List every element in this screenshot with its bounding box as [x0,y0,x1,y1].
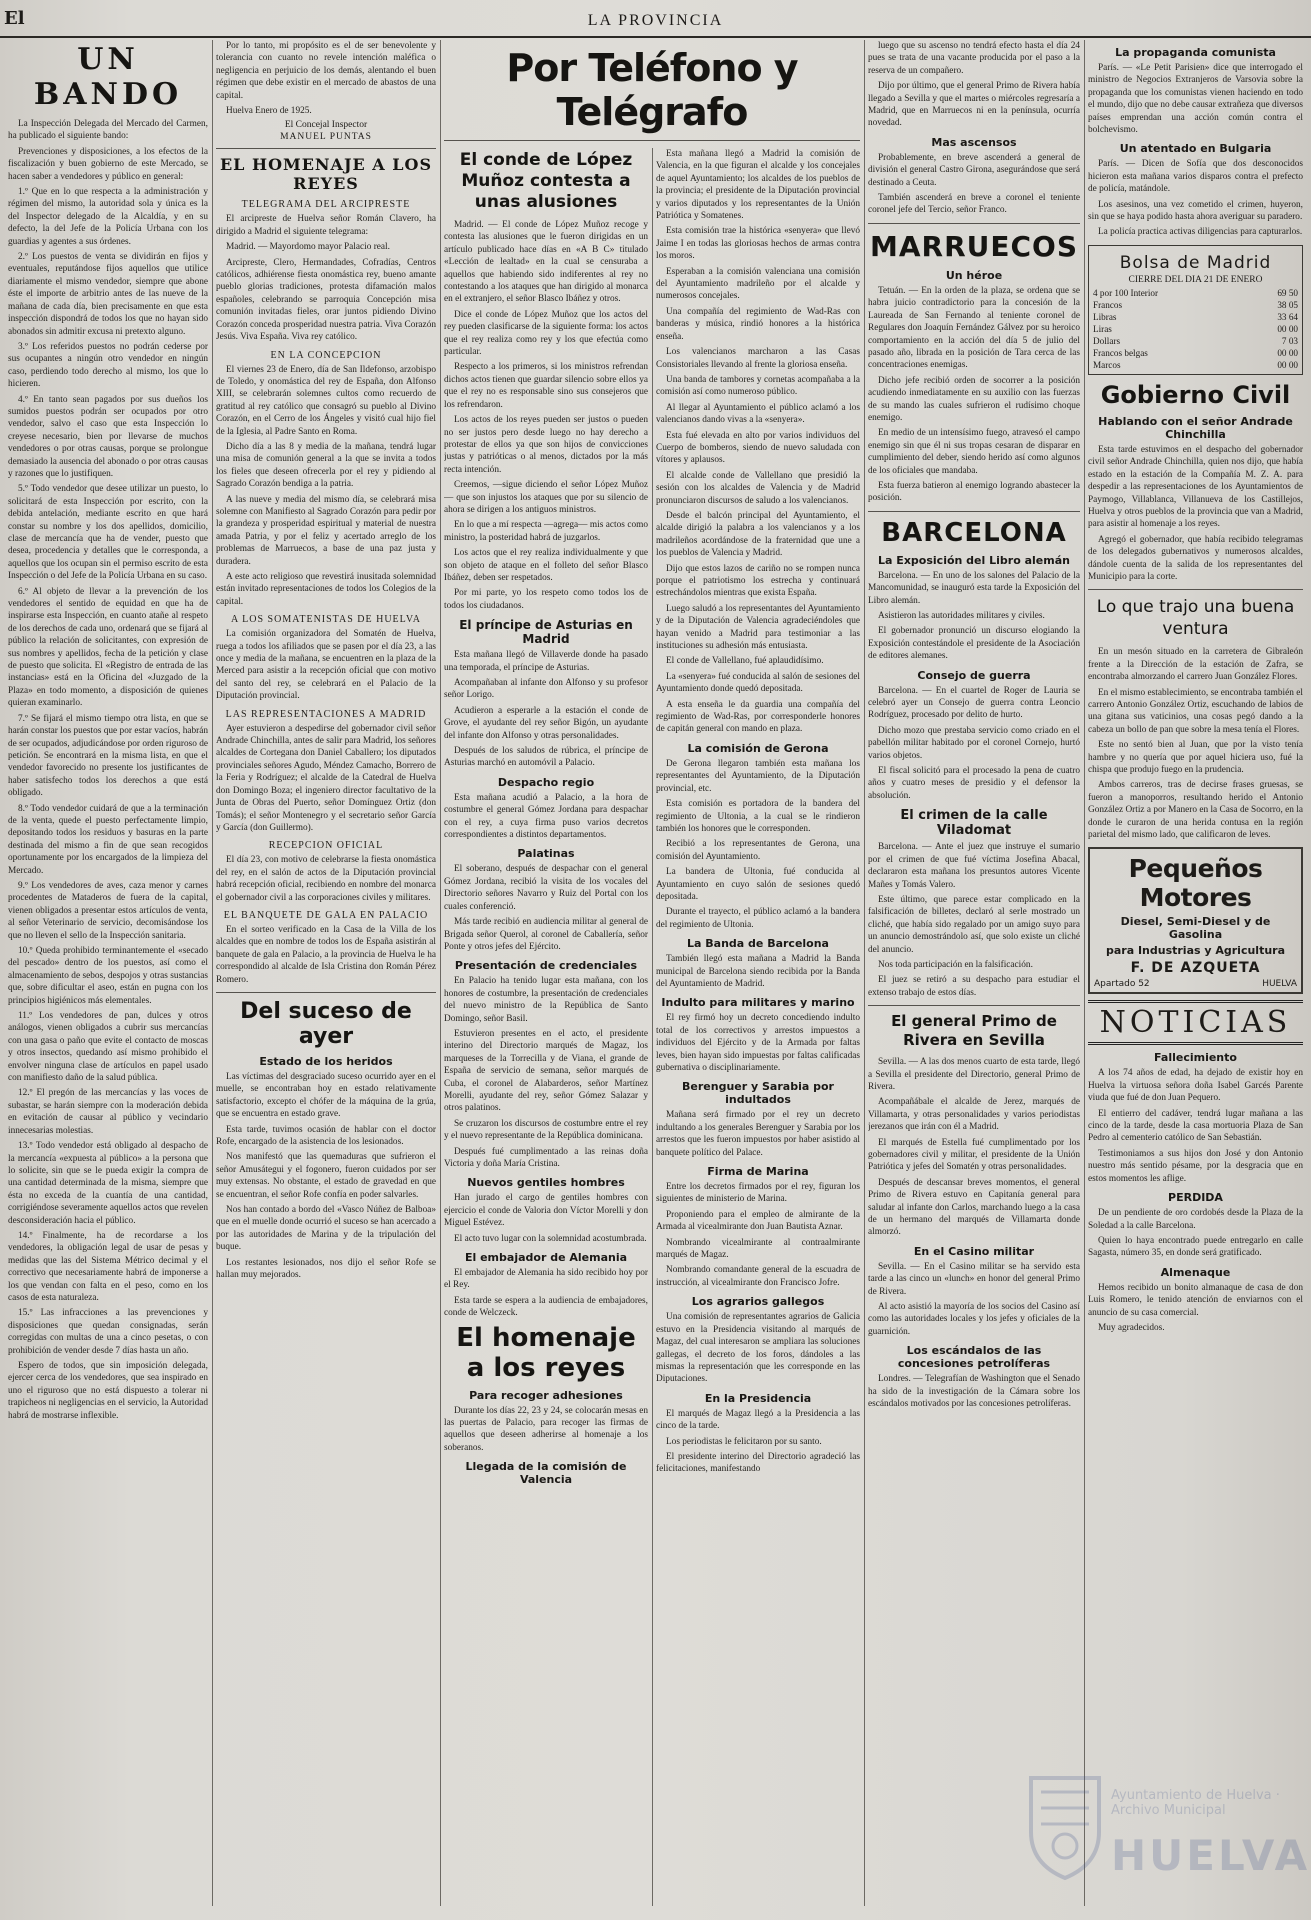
paragraph: Una compañía del regimiento de Wad-Ras con banderas y música, rindió honores a la histórica enseña. [656,306,860,342]
paragraph: De un pendiente de oro cordobés desde la Plaza de la Soledad a la calle Barcelona. [1088,1208,1303,1231]
article-title: El embajador de Alemania [464,1251,628,1265]
paragraph: París. — «Le Petit Parisien» dice que interrogado el ministro de Negocios Extranjeros de Varsovia sobre la propaganda que los comunistas vienen haciendo en todo el mundo, dijo que no debe causar extrañeza que diversos países emprendan una acción común contra el bolchevismo. [1088,63,1303,136]
paragraph: 9.º Los vendedores de aves, caza menor y carnes procedentes de Mataderos de fuera de la capital, vienen obligados a presentar estos artículos de venta, al señor Veterinario de servicio, decomisándose los que no lleven el sello de la Inspección sanitaria. [8,880,208,941]
article-body [656,1012,860,1074]
somatenes-body [216,628,436,702]
article-title: Firma de Marina [707,1165,809,1179]
paragraph: La bandera de Ultonia, fué conducida al Ayuntamiento en cuyo salón de sesiones quedó depositada. [656,867,860,902]
paragraph: 7.º Se fijará el mismo tiempo otra lista, en que se harán constar los puestos que por estar vacíos, habrán de ser ocupados, adjudicándose por orden riguroso de petición. Se encontrará en la misma lista, en que el vendedor favorecido no presente los justificantes de haber satisfecho todos los derechos a que está obligado. [8,713,208,799]
paragraph: Proponiendo para el empleo de almirante de la Armada al vicealmirante don Juan Bautista Aznar. [656,1209,860,1233]
paragraph: 15.º Las infracciones a las prevenciones y disposiciones que quedan consignadas, serán corregidas con multas de una a cinco pesetas, o con prohibición de vender desde 7 días hasta un año. [8,1308,208,1356]
gobierno-title: Gobierno Civil [1100,380,1291,409]
telegrama-body [216,213,436,343]
recepcion-body [216,854,436,904]
paragraph: Después fué cumplimentado a las reinas doña Victoria y doña María Cristina. [444,1146,648,1169]
paragraph: Los valencianos marcharon a las Casas Consistoriales llevando al frente la gloriosa enseña. [656,347,860,370]
running-head [0,6,1311,38]
paragraph: Esperaban a la comisión valenciana una comisión del Ayuntamiento madrileño por el alcalde y numerosos concejales. [656,266,860,302]
paragraph: En medio de un intensísimo fuego, atravesó el campo enemigo sin que él ni sus tropas cesaran de disparar en cumplimiento del deber, siendo herido así como algunos de los oficiales que mandaba. [868,428,1080,476]
paragraph: El día 23, con motivo de celebrarse la fiesta onomástica del rey, en el salón de actos de la Diputación provincial habrá recepción oficial, recibiendo en nombre del monarca el gobernador civil a las corporaciones civiles y militares. [216,855,436,903]
bando-body [8,118,208,1422]
paragraph: La policía practica activas diligencias para capturarlos. [1098,227,1303,238]
article-subtitle: Hablando con el señor Andrade Chinchilla [1098,414,1293,441]
article-body [444,1267,648,1320]
paragraph: 1.º Que en lo que respecta a la administración y régimen del mismo, la autoridad sola y única es la del Inspector delegado de la Alcaldía, y en su defecto, la del Jefe de la Policía Urbana con los guardias y agentes a sus órdenes. [8,187,208,247]
suceso-subtitle: Estado de los heridos [259,1054,393,1068]
columns [8,40,1303,1906]
article-title: Almenaque [1160,1265,1231,1279]
paragraph: El viernes 23 de Enero, día de San Ildefonso, arzobispo de Toledo, y onomástica del rey de España, don Alfonso XIII, se celebrarán solemnes cultos como recuerdo de gratitud al rey católico que consagró su pueblo al Divino Corazón, en el Cerro de los Ángeles y visitó cual hijo fiel de la Iglesia, al Padre Santo en Roma. [216,364,436,437]
article-title: Indulto para militares y marino [661,996,855,1010]
paragraph: Esta tarde estuvimos en el despacho del gobernador civil señor Andrade Chinchilla, quien nos dijo, que había estado en la estación de la Compañía M. Z. A. para despedir a las representaciones de los Ayuntamientos de Paymogo, Villablanca, Villanueva de los Castillejos, Huelva y otros pueblos de la provincia que van a Madrid, para asistir al homenaje a los reyes. [1088,444,1303,530]
paragraph: Después de descansar breves momentos, el general Primo de Rivera estuvo en Capitanía general para saludar al infante don Carlos, marchando luego a la casa de un hermano del marqués de Villamarta donde almorzó. [868,1177,1080,1238]
column-divider [440,40,441,1906]
article-body [868,841,1080,999]
paragraph: Durante el trayecto, el público aclamó a la bandera del regimiento de Ultonia. [656,907,860,930]
article-title: La propaganda comunista [1115,46,1276,59]
bolsa-row [1093,311,1298,323]
paragraph: 13.º Todo vendedor está obligado al despacho de la mercancía «expuesta al público» a la persona que lo solicite, sin que se le pueda exigir la compra de una cantidad determinada de la misma, siempre que ésta no exceda de la cuantía de una cantidad, corrigiéndose severamente aquellos actos que revelen desconsideración hacia el público. [8,1141,208,1226]
article-body [868,1261,1080,1338]
paragraph: 6.º Al objeto de llevar a la prevención de los vendedores el sentido de equidad en que ha de inspirarse esta Inspección, en cuanto atañe al respeto de los derechos de cada uno, ordenará que se fijará al público la relación de solicitantes, con expresión de sus nombres y apellidos, fecha de la petición y clase de puesto que solicita. El «Registro de entrada de las instancias» está en la Oficina del «Juzgado de la Plaza» en todo momento, a disposición de quienes quieran examinarlo. [8,586,208,709]
marruecos-title: MARRUECOS [869,229,1079,263]
bolsa-value: 38 05 [1277,299,1298,310]
bolsa-value: 00 00 [1277,359,1298,370]
column-divider [864,40,865,1906]
paragraph: Este último, que parece estar complicado en la falsificación de billetes, declaró al serle mostrado un cliché, que había sido regalado por un amigo suyo para un anuncio demostrándolo así, que solo existe un cliché del anuncio. [868,894,1080,955]
paragraph: Dijo por último, que el general Primo de Rivera había llegado a Sevilla y que el martes o miércoles regresaría a Madrid, que en Marruecos ni en la península, ocurría novedad. [868,81,1080,129]
article-body [1088,62,1303,136]
barcelona-title: BARCELONA [881,517,1067,548]
article-body [444,219,648,612]
paragraph: Testimoniamos a sus hijos don José y don Antonio nuestro más sentido pésame, por la desgracia que en estos momentos les aflige. [1088,1148,1303,1184]
article-title: El crimen de la calle Viladomat [900,808,1048,839]
divider [1088,589,1303,590]
watermark-subtitle: Ayuntamiento de Huelva · Archivo Municipal [1111,1788,1280,1818]
article-title: Berenguer y Sarabia por indultados [682,1080,834,1107]
ad-title: Pequeños Motores [1128,854,1263,913]
signer-role: El Concejal Inspector [284,120,368,131]
divider [868,1005,1080,1006]
article-body [656,148,860,736]
watermark-name: HUELVA [1111,1831,1311,1880]
paragraph: Barcelona. — Ante el juez que instruye el sumario por el crimen de que fué víctima Josefina Abacal, declararon esta mañana los presuntos autores Vicente Mañes y Tomás Valero. [868,842,1080,890]
paragraph: Esta mañana llegó a Madrid la comisión de Valencia, en la que figuran el alcalde y los concejales de aquel Ayuntamiento; los alcaldes de los pueblos de la provincia; el presidente de la Diputación provincial y varios diputados y los representantes de la Unión Patriótica y Somatenes. [656,149,860,222]
newspaper-name: LA PROVINCIA [587,12,724,29]
paragraph: Dice el conde de López Muñoz que los actos del rey pueden clasificarse de la siguiente forma: los actos que el rey realiza como rey y los que efectúa como particular. [444,309,648,358]
article-title: Los escándalos de las concesiones petrolíferas [897,1344,1051,1371]
article-body [868,685,1080,803]
paragraph: Han jurado el cargo de gentiles hombres con ejercicio el conde de Valoria don Víctor Morelli y don Miguel Estévez. [444,1193,648,1229]
article-body [656,1181,860,1289]
paragraph: El arcipreste de Huelva señor Román Clavero, ha dirigido a Madrid el siguiente telegrama: [216,214,436,237]
paragraph: Londres. — Telegrafían de Washington que el Senado ha sido de la investigación de la Cámara sobre los escándalos motivados por las concesiones petrolíferas. [868,1374,1080,1410]
bando-tail [216,40,436,117]
ad-footer [1094,979,1297,989]
column-1 [8,40,208,1906]
noticias-title: NOTICIAS [1088,1000,1303,1045]
article-body [868,152,1080,217]
article-title: El príncipe de Asturias en Madrid [459,618,633,647]
column-divider [212,40,213,1906]
paragraph: Tetuán. — En la orden de la plaza, se ordena que se habra juicio contradictorio para la concesión de la Laureada de San Fernando al teniente coronel de Regulares don Joaquín Fernández Gálvez por su heroico comportamiento en la acción del día 5 de julio del pasado año, librada en la posición de Tara cerca de las concentraciones enemigas. [868,285,1080,371]
column-3 [444,40,860,1906]
paragraph: Más tarde recibió en audiencia militar al general de Brigada señor Querol, al coronel de Caballería, señor Ponte y otros jefes del Ejército. [444,917,648,952]
bolsa-row [1093,299,1298,311]
paragraph: 10.º Queda prohibido terminantemente el «secado del pescado» dentro de los puestos, así como el almacenamiento de sebos, despojos y otras sustancias que, sobre dificultar el aseo, están en pugna con los principios higiénicos más elementales. [8,946,208,1006]
article-title: Un atentado en Bulgaria [1119,142,1272,156]
article-body [444,1192,648,1245]
article-body [444,792,648,842]
paragraph: 12.º El pregón de las mercancías y las voces de subastar, se harán siempre con la moderación debida en evitación de causar al público y vecindario innecesarias molestias. [8,1088,208,1136]
paragraph: Los actos que el rey realiza individualmente y que son objeto de ataque en el folleto del señor Blasco Ibáñez, deben ser respetados. [444,548,648,583]
paragraph: También ascenderá en breve a coronel el teniente coronel jefe del Tercio, señor Franco. [868,193,1080,216]
article-title: Presentación de credenciales [454,959,638,973]
paragraph: En el mismo establecimiento, se encontraba también el carrero Antonio González Ortiz, escuchando de labios de una gitana sus vaticinios, una cosas pegó dando a la cabeza un bollo de pan que sobre la mesa tenía el Flores. [1088,687,1303,735]
article-title: Un héroe [945,268,1003,282]
archive-watermark [1025,1766,1311,1886]
paragraph: Esta mañana acudió a Palacio, a la hora de costumbre el general Gómez Jordana para despachar con el rey, a cuya firma puso varios decretos correspondientes a distintos departamentos. [444,792,648,841]
ad-line: Diesel, Semi-Diesel y de Gasolina [1120,915,1271,942]
paragraph: Al acto asistió la mayoría de los socios del Casino así como las autoridades locales y los jefes y oficiales de la guarnición. [868,1302,1080,1337]
paragraph: Los actos de los reyes pueden ser justos o pueden no ser justos pero desde luego no hay derecho a protestar de ellos ya que son hijos de convicciones justas y patrióticas o al menos, dictados por la más recta intención. [444,415,648,475]
paragraph: Hemos recibido un bonito almanaque de casa de don Luis Romero, le tenido atención de enviarnos con el anuncio de su casa comercial. [1088,1282,1303,1318]
paragraph: Nos manifestó que las quemaduras que sufrieron el señor Amusátegui y el fogonero, fueron cuidados por ser muy extensas. No obstante, el estado de gravedad en que se encuentran, el señor Rofe confía en poder salvarles. [216,1152,436,1200]
paragraph: El fiscal solicitó para el procesado la pena de cuatro años y cuatro meses de presidio y el defensor la absolución. [868,766,1080,801]
paragraph: Barcelona. — En el cuartel de Roger de Lauria se celebró ayer un Consejo de guerra contra Leoncio Rodríguez, procesado por delito de hurto. [868,685,1080,721]
shield-icon [1025,1772,1105,1882]
paragraph: Espero de todos, que sin imposición delegada, ejercer cerca de los vendedores, que sea inspirado en uno el riguroso que no está dispuesto a tolerar ni trapicheos ni negligencias en el servicio, la Autoridad habrá de mostrarse inflexible. [8,1361,208,1421]
paragraph: Dicho jefe recibió orden de socorrer a la posición acudiendo inmediatamente en su auxilio con las fuerzas de su mando las cuales sufrieron el rudísimo choque enemigo. [868,375,1080,423]
paragraph: A los 74 años de edad, ha dejado de existir hoy en Huelva la virtuosa señora doña Isabel Garcés Parente viuda que fué de don Juan Pequero. [1088,1068,1303,1104]
article-title: PERDIDA [1168,1191,1223,1205]
column-5 [1088,40,1303,1906]
paragraph: Al llegar al Ayuntamiento el público aclamó a los valencianos dando vivas a la «senyera». [656,402,860,426]
article-body [868,40,1080,130]
bolsa-label: 4 por 100 Interior [1093,287,1159,298]
article-title: Mas ascensos [931,135,1017,149]
bolsa-label: Libras [1093,311,1117,322]
bolsa-subtitle: CIERRE DEL DIA 21 DE ENERO [1128,274,1263,285]
paragraph: Sevilla. — A las dos menos cuarto de esta tarde, llegó a Sevilla el presidente del Directorio, general Primo de Rivera. [868,1057,1080,1092]
banquete-body [216,924,436,986]
paragraph: Esta tarde, tuvimos ocasión de hablar con el doctor Rofe, encargado de la asistencia de los lesionados. [216,1124,436,1147]
paragraph: Dicho mozo que prestaba servicio como criado en el pabellón militar habitado por el coronel Cornejo, hurtó varios objetos. [868,725,1080,761]
divider [868,511,1080,512]
bolsa-table [1093,287,1298,371]
paragraph: A las nueve y media del mismo día, se celebrará misa solemne con Manifiesto al Sagrado Corazón para pedir por la grandeza y prosperidad espiritual y material de nuestra amada Patria, y por el feliz y acertado arreglo de los problemas de Marruecos, a base de una paz justa y duradera. [216,494,436,567]
paragraph: Los asesinos, una vez cometido el crimen, huyeron, sin que se haya podido hasta ahora averiguar su paradero. [1088,199,1303,223]
paragraph: Acompañábale el alcalde de Jerez, marqués de Villamarta, y otras personalidades y varios periodistas jerezanos que irán con él a Madrid. [868,1097,1080,1133]
paragraph: París. — Dicen de Sofía que dos desconocidos hicieron esta mañana varios disparos contra el prefecto de policía, matándole. [1088,159,1303,195]
paragraph: Entre los decretos firmados por el rey, figuran los siguientes de ministerio de Marina. [656,1182,860,1205]
ad-line: para Industrias y Agricultura [1105,944,1286,958]
article-body [656,1408,860,1476]
paragraph: Creemos, —sigue diciendo el señor López Muñoz— que son injustos los ataques que por su silencio de ahora se dirigen a los antiguos ministros. [444,480,648,515]
paragraph: El entierro del cadáver, tendrá lugar mañana a las cinco de la tarde, desde la casa mortuoria Plaza de San Pedro al cementerio católico de San Sebastián. [1088,1108,1303,1144]
article-body [868,1373,1080,1410]
bolsa-title: Bolsa de Madrid [1119,252,1272,273]
column-4 [868,40,1080,1906]
madrid-body [216,723,436,835]
paragraph: En lo que a mí respecta —agrega— mis actos como ministro, la posteridad habrá de juzgarlos. [444,520,648,543]
paragraph: Esta fué elevada en alto por varios individuos del Cuerpo de bomberos, siendo de nuevo saludada con vítores y aplausos. [656,430,860,466]
signer-name: MANUEL PUNTAS [280,132,372,143]
article-title: La Exposición del Libro alemán [878,553,1070,567]
column-divider [652,148,653,1906]
paragraph: Recibió a los representantes de Gerona, una comisión del Ayuntamiento. [656,839,860,862]
article-title: El general Primo de Rivera en Sevilla [891,1012,1057,1050]
paragraph: Sevilla. — En el Casino militar se ha servido esta tarde a las cinco un «lunch» en honor del general Primo de Rivera. [868,1261,1080,1297]
section-head: TELEGRAMA DEL ARCIPRESTE [241,199,411,211]
paragraph: Prevenciones y disposiciones, a los efectos de la fiscalización y buen gobierno de este Mercado, se hacen saber a vendedores y público en general: [8,146,208,182]
article-body [1088,1067,1303,1185]
paragraph: Esta comisión es portadora de la bandera del regimiento de Ultonia, a la cual se le rindieron también los honores que le corresponden. [656,799,860,834]
paragraph: El gobernador pronunció un discurso elogiando la Exposición contestándole el presidente de la Asociación de editores alemanes. [868,626,1080,662]
bolsa-label: Liras [1093,323,1112,334]
paragraph: 3.º Los referidos puestos no podrán cederse por sus ocupantes a ningún otro vendedor en ningún caso, perdiendo todo derecho al mismo, los que lo hicieren. [8,341,208,390]
bolsa-row [1093,287,1298,299]
section-head: A LOS SOMATENISTAS DE HUELVA [231,614,421,626]
paragraph: 11.º Los vendedores de pan, dulces y otros análogos, vienen obligados a cubrir sus mercancías con una gasa o paño que evite el contacto de moscas y otros insectos, quedando así mismo prohibido el envolver ninguna clase de artículos en papel usado con manifiesto daño de la salud pública. [8,1011,208,1084]
article-title: Palatinas [517,847,575,861]
article-body [1088,646,1303,841]
article-body [868,1056,1080,1239]
column-3a [444,148,648,1906]
paragraph: Muy agradecidos. [1098,1322,1165,1333]
bolsa-value: 00 00 [1277,323,1298,334]
paragraph: Agregó el gobernador, que había recibido telegramas de los delegados gubernativos y numerosos alcaldes, dándole cuenta de la salida de los representantes del Municipio para la corte. [1088,534,1303,582]
paragraph: El marqués de Estella fué cumplimentado por los gobernadores civil y militar, el presidente de la Unión Patriótica y jefes del Somatén y otras personalidades. [868,1137,1080,1173]
article-body [868,285,1080,505]
column-divider [1084,40,1085,1906]
article-body [1088,1282,1303,1335]
paragraph: Esta comisión trae la histórica «senyera» que llevó Jaime I en todas las gloriosas hechos de armas contra los moros. [656,226,860,262]
paragraph: luego que su ascenso no tendrá efecto hasta el día 24 pues se trata de una vacante producida por el paso a la reserva de un compañero. [868,41,1080,76]
bando-title: UN BANDO [33,42,183,112]
paragraph: Madrid. — Mayordomo mayor Palacio real. [226,242,390,253]
paragraph: Estuvieron presentes en el acto, el presidente interino del Directorio marqués de Magaz, los marqueses de la Torrecilla y de Viana, el grande de España de servicio de semana, señor marqués de Cuba, el coronel de Alabarderos, señor Martínez Morelli, ayudante del rey, señor Gómez Salazar y otros palatinos. [444,1028,648,1114]
paragraph: Asistieron las autoridades militares y civiles. [878,611,1045,621]
bolsa-row [1093,335,1298,347]
column-3b [656,148,860,1906]
ad-company: F. DE AZQUETA [1130,960,1261,977]
section-head: EN LA CONCEPCION [270,349,382,361]
paragraph: Ambos carreros, tras de decirse frases gruesas, se fueron a manoporros, resultando herido el Antonio González Ortiz a por Manero en la Casa de Socorro, en la donde le curaron de una herida contusa en la región parietal del mismo lado, que calificaron de leves. [1088,780,1303,841]
article-title: Consejo de guerra [917,668,1031,682]
article-title: La comisión de Gerona [687,741,829,755]
bolsa-row [1093,347,1298,359]
paragraph: Desde el balcón principal del Ayuntamiento, el alcalde dirigió la palabra a los valencianos y a los madrileños acordándose de la fraternidad que une a los pueblos de Valencia y Madrid. [656,510,860,559]
paragraph: Acompañaban al infante don Alfonso y su profesor señor Lorigo. [444,678,648,701]
article-title: Los agrarios gallegos [691,1295,825,1309]
paragraph: Este no sentó bien al Juan, que por la visto tenía hambre y no quería que por aquel hiciera uso, fué la chispa que produjo fuego en la prudencia. [1088,740,1303,775]
paragraph: 2.º Los puestos de venta se dividirán en fijos y eventuales, reputándose fijos aquellos que utilice diariamente el mismo vendedor, siempre que abone éste el importe de arbitrio antes de las nueve de la mañana de cada día, bien precisamente en que esta inspección dispondrá de todos los que no hayan sido abonados sin admitir excusa ni pretexto alguno. [8,252,208,337]
paragraph: 8.º Todo vendedor cuidará de que a la terminación de la venta, quede el puesto perfectamente limpio, depositando todos los residuos y basuras en la parte destinada del mismo a fin de que sean recogidos oportunamente por los encargados de la limpieza del Mercado. [8,803,208,876]
concepcion-body [216,364,436,609]
article-body [656,953,860,990]
paragraph: Por lo tanto, mi propósito es el de ser benevolente y tolerancia con cuanto no revele intención maléfica o negligencia en perjuicio de los demás, alentando el buen régimen que debe existir en el mercado de abastos de una capital. [216,41,436,101]
ad-city: HUELVA [1262,979,1297,990]
paragraph: Acudieron a esperarle a la estación el conde de Grove, el ayudante del rey señor Bigón, un ayudante del infante don Alfonso y otras personalidades. [444,705,648,741]
paragraph: Después de los saludos de rúbrica, el príncipe de Asturias marchó en automóvil a Palacio. [444,746,648,769]
paragraph: Dijo que estos lazos de cariño no se rompen nunca porque el patriotismo los estrecha y continuará estrechándolos mientras que exista España. [656,563,860,599]
section-head: LAS REPRESENTACIONES A MADRID [225,708,427,720]
paragraph: La Inspección Delegada del Mercado del Carmen, ha publicado el siguiente bando: [8,119,208,142]
article-title: Despacho regio [497,775,595,789]
paragraph: También llegó esta mañana a Madrid la Banda municipal de Barcelona siendo recibida por la Banda del Ayuntamiento de Madrid. [656,954,860,989]
paragraph: 4.º En tanto sean pagados por sus dueños los sumidos puestos podrán ser ocupados por otro vendedor, salvo el caso que esta Inspección lo creyese necesario, bien por llevarse de muchos vendedores o por otras causas, porque se prolongue demasiado la ausencia del abonado o por otras causas y razones que lo justifiquen. [8,394,208,479]
paragraph: Nombrando comandante general de la escuadra de instrucción, al vicealmirante don Francisco Jofre. [656,1265,860,1288]
divider [216,992,436,993]
bolsa-value: 69 50 [1277,287,1298,298]
paragraph: Por mi parte, yo los respeto como todos los de todos los ciudadanos. [444,588,648,611]
bolsa-label: Dollars [1093,335,1121,346]
article-body [656,758,860,931]
article-title: La Banda de Barcelona [687,937,829,951]
ad-po-box: Apartado 52 [1094,979,1150,990]
paragraph: Nos han contado a bordo del «Vasco Núñez de Balboa» que en el muelle donde ocurrió el suceso se han acercado a por las autoridades de Marina y de la tripulación del buque. [216,1205,436,1253]
paragraph: Ayer estuvieron a despedirse del gobernador civil señor Andrade Chinchilla, antes de salir para Madrid, los señores alcaldes de Cortegana don Daniel Caballero; los diputados provinciales señores Agudo, Méndez Camacho, Borrero de la Feria y Rodríguez; el alcalde de la Catedral de Huelva don Domingo Boza; el ingeniero director facultativo de la Junta de Obras del Puerto, señor Domínguez Ortiz (don Tomás); el señor Montenegro y el secretario señor García y García (don Guillermo). [216,723,436,833]
paragraph: Barcelona. — En uno de los salones del Palacio de la Mancomunidad, se inauguró esta tarde la Exposición del Libro alemán. [868,570,1080,606]
article-body [444,1405,648,1455]
article-body [656,1311,860,1385]
paragraph: El soberano, después de despachar con el general Gómez Jordana, recibió la visita de los vocales del Directorio señores Navarro y Ruiz del Portal con los cuales conferenció. [444,864,648,912]
bolsa-label: Francos belgas [1093,347,1148,358]
paragraph: La comisión organizadora del Somatén de Huelva, ruega a todos los afiliados que se pasen por el día 23, a las once y media de la mañana, se encuentren en la plaza de la Merced para asistir a la recepción oficial que con motivo del santo del rey, se celebrará en el Palacio de la Diputación provincial. [216,629,436,702]
article-body [656,1109,860,1159]
paragraph: Probablemente, en breve ascenderá a general de división el general Castro Girona, asegurándose que será destinado a Ceuta. [868,152,1080,188]
section-head: RECEPCION OFICIAL [268,840,384,852]
paragraph: A este acto religioso que revestirá inusitada solemnidad están invitado representaciones de todos los Colegios de la capital. [216,572,436,607]
paragraph: Respecto a los primeros, si los ministros refrendan dichos actos tienen que guardar silencio sobre ellos ya que el rey no es responsable sino sus consejeros que los refrendaron. [444,362,648,410]
paragraph: Huelva Enero de 1925. [226,106,312,117]
article-title: Fallecimiento [1154,1051,1237,1065]
column-2 [216,40,436,1906]
bolsa-row [1093,359,1298,371]
paragraph: El rey firmó hoy un decreto concediendo indulto total de los correctivos y arrestos impuestos a individuos del Ejército y de la Armada por faltas leves, bien hayan sido impuestas por faltas calificadas gubernativa o disciplinariamente. [656,1013,860,1073]
article-subtitle: Para recoger adhesiones [469,1388,623,1402]
paragraph: Mañana será firmado por el rey un decreto indultando a los generales Berenguer y Sarabia por los arrestos que les fueron impuestos por haber asistido al banquete político del Palace. [656,1110,860,1158]
article-title: Llegada de la comisión de Valencia [465,1460,627,1487]
paragraph: Esta tarde se espera a la audiencia de embajadores, conde de Welczeck. [444,1295,648,1319]
homenaje-headline: El homenaje a los reyes [456,1322,636,1383]
article-title: Lo que trajo una buena ventura [1096,597,1295,640]
paragraph: El alcalde conde de Vallellano que presidió la sesión con los alcaldes de Valencia y de Madrid pronunciaron discursos de saludo a los valencianos. [656,470,860,506]
paragraph: El marqués de Magaz llegó a la Presidencia a las cinco de la tarde. [656,1408,860,1432]
paragraph: El conde de Vallellano, fué aplaudidísimo. [666,656,824,667]
stock-exchange-box [1088,245,1303,375]
paragraph: Una banda de tambores y cornetas acompañaba a la comisión así como numeroso público. [656,374,860,398]
bolsa-value: 33 64 [1277,311,1298,322]
divider [868,223,1080,224]
page-mark: El [4,8,25,29]
article-body [1088,444,1303,583]
paragraph: Arcipreste, Clero, Hermandades, Cofradías, Centros católicos, adhiérense fiesta onomástica rey, bueno amante pueblo glorias tradiciones, protesta difamación malos españoles, celebrando se parroquia Concepción misa comunión invitadas fieles, orar juntos pidiendo Divino Corazón conceda prosperidad nuestra patria. Viva Corazón Jesús. Viva España. Viva rey católico. [216,257,436,343]
paragraph: Quien lo haya encontrado puede entregarlo en calle Sagasta, número 35, en donde será gratificado. [1088,1235,1303,1259]
paragraph: Una comisión de representantes agrarios de Galicia estuvo en la Presidencia visitando al marqués de Magaz, del cual interesaron se ampliara las soluciones gallegas, el decreto de los foros, dándoles a las mismas la representación que les corresponde en las Diputaciones. [656,1312,860,1385]
article-title: En el Casino militar [913,1244,1035,1258]
article-body [444,975,648,1170]
article-body [444,649,648,770]
paragraph: El juez se retiró a su despacho para estudiar el extenso trabajo de estos días. [868,975,1080,998]
paragraph: La «senyera» fué conducida al salón de sesiones del Ayuntamiento donde quedó depositada. [656,671,860,695]
paragraph: De Gerona llegaron también esta mañana los representantes del Ayuntamiento, de la Diputación provincial, etc. [656,758,860,794]
article-body [1088,158,1303,238]
divider [444,140,860,141]
paragraph: Se cruzaron los discursos de costumbre entre el rey y el nuevo representante de la República dominicana. [444,1118,648,1142]
divider [216,148,436,149]
paragraph: Dicho día a las 8 y media de la mañana, tendrá lugar una misa de comunión general a la que se invita a todos los fieles que deseen ofrecerla por el rey y pidiendo al Sagrado Corazón bendiga a la patria. [216,441,436,490]
bolsa-value: 00 00 [1277,347,1298,358]
suceso-body [216,1071,436,1282]
suceso-title: Del suceso de ayer [240,998,412,1049]
paragraph: 5.º Todo vendedor que desee utilizar un puesto, lo solicitará de esta Inspección por escrito, con la debida antelación, mediante escrito en que hará constar su nombre y los dos apellidos, domicilio, clase de mercancía que ha de vender, puesto que desea, procedencia y detalles que le corresponda, a aquellos que los ocupan sin el permiso escrito de esta Inspección o del Jefe de la Policía Urbana en su caso. [8,484,208,582]
article-title: En la Presidencia [704,1391,812,1405]
article-title: Nuevos gentiles hombres [467,1176,625,1190]
article-body [868,570,1080,663]
paragraph: Nombrando vicealmirante al contraalmirante marqués de Magaz. [656,1237,860,1261]
telefono-title: Por Teléfono y Telégrafo [506,46,798,134]
paragraph: En Palacio ha tenido lugar esta mañana, con los honores de costumbre, la presentación de credenciales del nuevo ministro de la República de Santo Domingo, señor Basil. [444,976,648,1024]
bolsa-label: Marcos [1093,359,1121,370]
paragraph: Esta mañana llegó de Villaverde donde ha pasado una temporada, el príncipe de Asturias. [444,650,648,673]
paragraph: Los periodistas le felicitaron por su santo. [666,1436,822,1447]
paragraph: A esta enseña le da guardia una compañía del regimiento de Wad-Ras, por corresponderle honores de capitán general con mando en plaza. [656,699,860,735]
paragraph: El acto tuvo lugar con la solemnidad acostumbrada. [454,1233,647,1244]
ad-motores [1088,847,1303,994]
article-body [1088,1207,1303,1260]
paragraph: Las víctimas del desgraciado suceso ocurrido ayer en el muelle, se encontraban hoy en estado relativamente satisfactorio, excepto el chófer de la máquina de la grúa, que se encuentra en estado grave. [216,1071,436,1120]
paragraph: Nos toda participación en la falsificación. [878,959,1033,970]
paragraph: Luego saludó a los representantes del Ayuntamiento y de la Diputación de Valencia agradeciéndoles que hayan venido a Madrid para testimoniar a las instituciones su adhesión más entusiasta. [656,603,860,652]
article-body [444,863,648,953]
homenaje-title: EL HOMENAJE A LOS REYES [219,155,433,194]
paragraph: En el sorteo verificado en la Casa de la Villa de los alcaldes que en nombre de todos los de España asistirán al banquete de gala en Palacio, a la provincia de Huelva le ha correspondido al alcalde de Isla Cristina don Román Pérez Romero. [216,924,436,985]
section-head: EL BANQUETE DE GALA EN PALACIO [223,909,429,921]
paragraph: Durante los días 22, 23 y 24, se colocarán mesas en las puertas de Palacio, para recoger las firmas de aquellos que deseen adherirse al homenaje a los soberanos. [444,1405,648,1453]
bolsa-value: 7 03 [1281,335,1298,346]
bolsa-label: Francos [1093,299,1123,310]
paragraph: 14.º Finalmente, ha de recordarse a los vendedores, la obligación legal de usar de pesas y medidas que las del Sistema Métrico decimal y el correctivo que necesariamente habrá de imponerse a los que vendan con falta en el peso, como en los casos de esta naturaleza. [8,1230,208,1303]
paragraph: El embajador de Alemania ha sido recibido hoy por el Rey. [444,1268,648,1291]
article-title: El conde de López Muñoz contesta a unas alusiones [459,150,633,212]
bolsa-row [1093,323,1298,335]
paragraph: Madrid. — El conde de López Muñoz recoge y contesta las alusiones que le fueron dirigidas en un artículo publicado hace días en «A B C» titulado «Lección de lealtad» en la cual se censuraba a aquellos que habiendo sido indiferentes al rey no contestando a los ataques que han dirigido al monarca en el extranjero, el señor Blasco Ibáñez y otros. [444,220,648,305]
paragraph: El presidente interino del Directorio agradeció las felicitaciones, manifestando [656,1451,860,1475]
paragraph: Esta fuerza batieron al enemigo logrando abastecer la posición. [868,480,1080,504]
paragraph: Los restantes lesionados, nos dijo el señor Rofe se hallan muy mejorados. [216,1257,436,1281]
paragraph: En un mesón situado en la carretera de Gibraleón frente a la Dirección de la estación de Zafra, se encontraba almorzando el carrero Juan González Flores. [1088,647,1303,683]
